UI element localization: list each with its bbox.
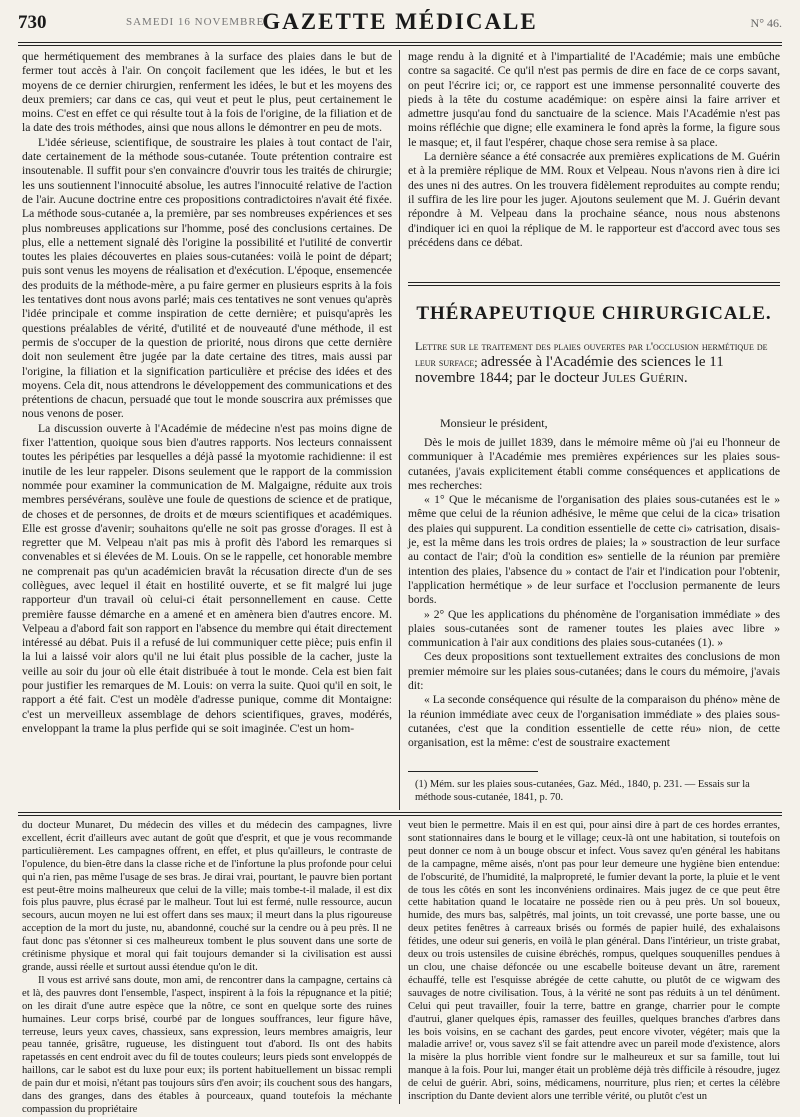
feuilleton-left-column [22, 820, 392, 1115]
paragraph: Dès le mois de juillet 1839, dans le mémoire même où j'ai eu l'honneur de communiquer à l'Académie mes premières expériences sur les plaies sous-cutanées, j'avais explicitement établi comme conséquences et applications de mes recherches: [408, 436, 780, 492]
footnote-rule [408, 771, 538, 772]
paragraph: Il vous est arrivé sans doute, mon ami, de rencontrer dans la campagne, certains cà et là, des pauvres dont l'ensemble, l'aspect, inspirent à la fois la répugnance et la pitié; on les dirait d'une autre espèce que la nôtre, ce sont en quelque sorte des ruines humaines. Leur corps brisé, courbé par de longues souffrances, leur figure hâve, terreuse, leurs yeux caves, chassieux, sans expression, leurs membres amaigris, leur peau tannée, grisâtre, rugueuse, les distinguent tout d'abord. Ils ont des habits rapetassés en cent endroit avec du fil de toutes couleurs; leurs pieds sont enveloppés de haillons, car le sabot est du luxe pour eux; ils portent habituellement un bissac rempli de pain dur et moisi, n'étant pas toujours sûrs d'en avoir; ils couchent sous des hangars, dans des granges, dans des étables à pourceaux, quand toutefois la méchante compassion du propriétaire [22, 974, 392, 1115]
section-title: THÉRAPEUTIQUE CHIRURGICALE. [416, 303, 772, 324]
right-column-top [408, 50, 780, 272]
feuilleton-rule [18, 812, 782, 813]
article-title-part-2: adressée à l'Académie des sciences le 11 novembre 1844; par le docteur [415, 354, 724, 386]
journal-title: GAZETTE MÉDICALE [262, 9, 538, 34]
feuilleton-right-column [408, 820, 780, 1103]
footnote: (1) Mém. sur les plaies sous-cutanées, Gaz. Méd., 1840, p. 231. — Essais sur la méthode sous-cutanée, 1841, p. 70. [415, 779, 750, 803]
paragraph: mage rendu à la dignité et à l'impartialité de l'Académie; mais une embûche contre sa sagacité. Ce qu'il n'est pas permis de dire en face de ce corps savant, on peut l'écrire ici; or, ce rapport est une immense personnalité couverte des pieds à la tête du costume académique: on espère ainsi la faire arriver et admettre jusqu'au fond du sanctuaire de la science. Mais l'Académie n'est pas moins réfléchie que digne; elle examinera le fond après la forme, la figure sous le masque; et, il faut l'espérer, chaque chose sera remise à sa place. [408, 50, 780, 149]
salutation: Monsieur le président, [440, 416, 548, 430]
paragraph: veut bien le permettre. Mais il en est qui, pour ainsi dire à part de ces hordes errantes, sont stationnaires dans le bourg et le village; ceux-là ont une habitation, si toutefois on peut donner ce nom à un bouge obscur et infect. Vous savez qu'en général les habitans de la campagne, même aisés, n'ont pas pour leur demeure une hygiène bien entendue: de l'obscurité, de l'humidité, la malpropreté, le fumier devant la porte, la pluie et le vent de tous les côtés en sont les inconvéniens ordinaires. Mais jugez de ce que peut être cette habitation quand le locataire ne possède rien ou à peu près. Un sol boueux, humide, des murs bas, salpêtrés, mal joints, un toit crevassé, une porte basse, une ou deux petites fenêtres à carreaux brisés ou formés de papier huilé, des exhalaisons fétides, une odeur sui generis, en voilà le plan général. Dans l'intérieur, un triste grabat, deux ou trois ustensiles de cuisine ébréchés, rompus, quelques souquenilles pendues à un clou, une chaise défoncée ou une escabelle boiteuse devant un âtre, rarement échauffé, telle est l'esquisse abrégée de cette cahutte, ou plutôt de ce wigwam des sauvages de notre civilisation. Tous, à la vérité ne sont pas réduits à un tel dénûment. Celui qui peut travailler, fouir la terre, battre en grange, charrier pour le compte d'autrui, glaner quelques épis, ramasser des feuilles, quelques branches d'arbres dans les bois voisins, en se cachant des gardes, peut encore vivoter, végéter; mais que la maladie arrive! or, vous savez s'il se fait attendre avec un pareil mode d'existence, alors la misère la plus horrible vient fondre sur le malheureux et sur sa famille, tout lui manque à la fois. Pour lui, manger était un problème déjà très difficile à résoudre, jugez de celui de guérir. Abri, soins, médicamens, nourriture, plus rien; et certes la célèbre inscription du Dante devient alors une terrible vérité, ou plutôt c'est un [408, 820, 780, 1103]
section-rule [408, 282, 780, 283]
paragraph: du docteur Munaret, Du médecin des villes et du médecin des campagnes, livre excellent, écrit d'ailleurs avec autant de goût que d'esprit, et que je vous recommande particulièrement. Les campagnes offrent, en effet, et plus qu'ailleurs, le contraste de l'opulence, du bien-être dans la classe riche et de l'infortune la plus profonde pour celui qui n'a rien, pas même l'usage de ses bras. Je dirai vrai, pourtant, le pauvre bien portant est peut-être moins malheureux que celui de la ville; mais tombe-t-il malade, il est dix fois plus pauvre, plus écrasé par le malheur. Tout lui est fermé, nulle ressource, aucun secours, aucun moyen ne lui est offert dans ses maux; il meurt dans la plus rigoureuse acception de la mort du juste, nu, abandonné, couché sur la cendre ou à peu près. Il ne faut donc pas s'étonner si ces malheureux tombent le plus souvent dans une sorte de crétinisme physique et moral qui fait toujours demander si la civilisation est aussi grande, aussi réelle et surtout aussi étendue qu'on le dit. [22, 820, 392, 973]
issue-number: N° 46. [750, 16, 782, 30]
paragraph: que hermétiquement des membranes à la surface des plaies dans le but de fermer tout accès à l'air. On conçoit facilement que les idées, le but et les moyens de ce dernier chirurgien, renferment les idées, le but et les moyens des deux premiers; car dans ce cas, qui veut et peut le plus, peut certainement le moins. C'est en effet ce qui résulte tout à la fois de l'origine, de la filiation et de la date des trois méthodes, ainsi que nous allons le démontrer en peu de mots. [22, 50, 392, 135]
article-title-part-1: Lettre sur le traitement des plaies ouvertes par l'occlusion hermétique de leur surface; [415, 339, 768, 369]
right-column-article [408, 436, 780, 766]
paragraph: La discussion ouverte à l'Académie de médecine n'est pas moins digne de fixer l'attention, quoique sous bien d'autres rapports. Nos lecteurs connaissent toutes les péripéties par lesquelles a déjà passé la myotomie rachidienne: il est inutile de les leur rappeler. Disons seulement que le rapport de la commission nommée pour examiner la communication de M. Malgaigne, réduite aux trois membres persévérans, soulève une foule de questions de science et de pratique, de choses et de personnes, de droits et de mœurs scientifiques et académiques. Elle est grosse d'avenir; souhaitons qu'elle ne soit pas grosse d'orages. Il est à regretter que M. Velpeau n'ait pas mis à profit dès l'abord les remarques si convenables et si élevées de M. Louis. On se le rappelle, cet honorable membre ne comprenait pas qu'un académicien bravât la récusation directe d'un de ses collègues, avec lequel il était en hostilité ouverte, et se fit malgré lui juge rapporteur d'un travail où celui-ci était personnellement en cause. Cette première fausse démarche en a amené et en amènera bien d'autres encore. M. Velpeau a d'abord fait son rapport en l'absence du membre qui était directement intéressé au débat. Puis il a refusé de lui communiquer cette pièce; puis enfin il la lui a laissé voir alors qu'il ne lui était plus possible de la cacher, juste la veille au soir du jour où elle était distribuée à tout le monde. Cela est bien fait pour justifier les remarques de M. Louis: on verra la suite. Quoi qu'il en soit, le rapport a été fait. C'est un modèle d'adresse punique, comme dit Montaigne: c'est un merveilleux assemblage de dehors scientifiques, graves, modérés, enveloppant la trame la plus perfide qui se soit imaginée. C'est un hom- [22, 421, 392, 735]
section-rule-double [408, 285, 780, 286]
paragraph: La dernière séance a été consacrée aux premières explications de M. Guérin et à la première réplique de MM. Roux et Velpeau. Nous n'avons rien à dire ici des unes ni des autres. On les trouvera fidèlement reproduites au compte rendu; il suffira de les lire pour les juger. Ajoutons seulement que M. J. Guérin devant répondre à M. Velpeau dans la prochaine séance, nous nous abstenons d'indiquer ici en quoi la réplique de M. le rapporteur est d'accord avec tous ses précédens dans ce débat. [408, 150, 780, 249]
article-heading [415, 338, 775, 386]
page-number: 730 [18, 12, 47, 33]
paragraph: L'idée sérieuse, scientifique, de soustraire les plaies à tout contact de l'air, date certainement de la méthode sous-cutanée. Toute prétention contraire est insoutenable. Il suffit pour s'en convaincre d'ouvrir tous les traités de chirurgie; les uns soutiennent l'innocuité absolue, les autres l'innocuité relative de l'action de l'air. Aucune doctrine entre ces propositions contradictoires n'avait été fixée. La méthode sous-cutanée a, la première, par ses nombreuses expériences et ses plus nombreuses applications sur l'homme, posé des conclusions certaines. De plus, elle a nettement signalé dès l'origine la possibilité et l'utilité de convertir toutes les plaies découvertes en plaies sous-cutanées: voilà le point de départ; puis sont venus les moyens de réalisation et d'exécution. L'époque, ensemencée des produits de la méthode-mère, a pu faire germer en plusieurs esprits à la fois les tentatives dont nous avons parlé; mais ces tentatives ne sont venues qu'après l'idée principale et comme inspiration de cette dernière; et puisqu'après les questions préalables de vérité, d'utilité et de nouveauté d'une méthode, il est permis de s'occuper de la question de priorité, nous dirons que cette dernière doit non seulement être jugée par la date certaine des titres, mais aussi par l'origine, la filiation et la signification particulière et précise des idées et des moyens. Cela dit, nous attendrons le développement des communications et des prétentions de chacun, persuadé que tout le monde souscrira aux prémisses que nous venons de poser. [22, 135, 392, 421]
issue-date: SAMEDI 16 NOVEMBRE [126, 16, 265, 28]
quote-paragraph: « La seconde conséquence qui résulte de la comparaison du phéno» mène de la réunion immédiate avec ceux de l'organisation immédiate » des plaies sous-cutanées, c'est que la condition essentielle de cette réu» nion, de cette organisation, est la même: c'est de soustraire exactement [408, 693, 780, 750]
feuilleton-rule-double [18, 815, 782, 816]
paragraph: Ces deux propositions sont textuellement extraites des conclusions de mon premier mémoire sur les plaies sous-cutanées; dans le cours du mémoire, j'avais dit: [408, 650, 780, 693]
column-divider-bottom [399, 820, 400, 1104]
article-author: Jules Guérin. [602, 370, 688, 386]
column-divider-top [399, 50, 400, 810]
masthead-rule-double [18, 45, 782, 46]
masthead-rule [18, 42, 782, 43]
left-column [22, 50, 392, 785]
quote-paragraph: « 1° Que le mécanisme de l'organisation des plaies sous-cutanées est le » même que celui de la réunion adhésive, le même que celui de la cica» trisation des plaies qui suppurent. La condition essentielle de cette ci» catrisation, disais-je, est la même dans les trois ordres de plaies; la » soustraction de leur surface au contact de l'air; d'où la condition es» sentielle de la réunion par première intention des plaies, l'absence du » contact de l'air et l'indication pour l'obtenir, l'application hermétique » de leur surface et l'occlusion permanente de leurs bords. [408, 493, 780, 607]
quote-paragraph: » 2° Que les applications du phénomène de l'organisation immédiate » des plaies sous-cutanées sont de ramener toutes les plaies avec libre » communication à l'air aux conditions des plaies sous-cutanées (1). » [408, 607, 780, 650]
masthead [18, 6, 782, 40]
